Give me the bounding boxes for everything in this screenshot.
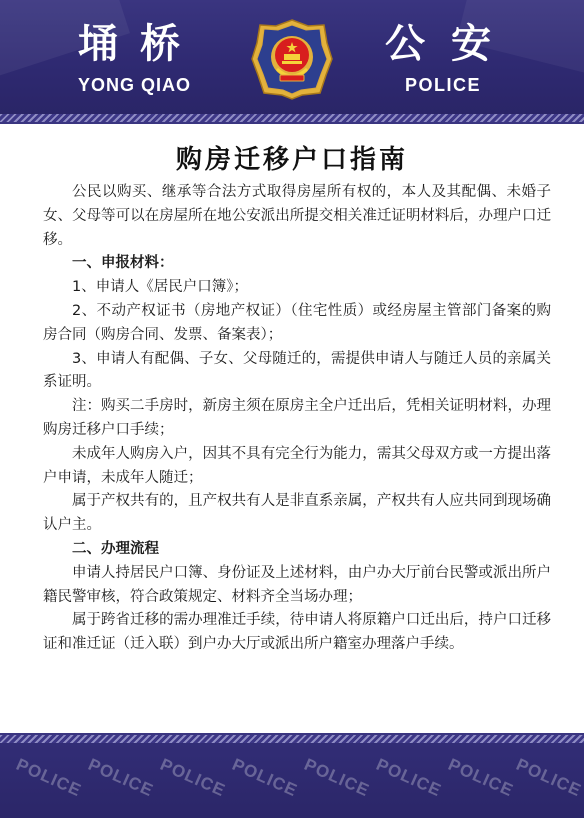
page-title: 购房迁移户口指南: [175, 145, 408, 175]
material-item: 1、申请人《居民户口簿》；: [72, 279, 248, 296]
footer-watermark: POLICE: [13, 754, 85, 801]
process-paragraph: 属于跨省迁移的需办理准迁手续，待申请人将原籍户口迁出后，持户口迁移证和准迁证（迁入联）到户办大厅或派出所户籍室办理落户手续。: [43, 612, 551, 653]
material-item: 2、不动产权证书（房地产权证）（住宅性质）或经房屋主管部门备案的购房合同（购房合同、发票、备案表）；: [43, 302, 551, 343]
brand-left-chinese: 埇桥: [78, 21, 202, 67]
brand-left-english: YONG QIAO: [78, 75, 192, 95]
process-paragraph: 申请人持居民户口簿、身份证及上述材料，由户办大厅前台民警或派出所户籍民警审核，符合政策规定、材料齐全当场办理；: [43, 564, 551, 605]
footer-watermark: POLICE: [157, 754, 229, 801]
footer-watermark: POLICE: [229, 754, 301, 801]
header-banner: [0, 0, 584, 114]
footer-watermark: POLICE: [301, 754, 373, 801]
footer-band: [0, 743, 584, 818]
material-item: 3、申请人有配偶、子女、父母随迁的，需提供申请人与随迁人员的亲属关系证明。: [43, 350, 551, 391]
header-underline: [0, 122, 584, 124]
footer-watermark: POLICE: [85, 754, 157, 801]
brand-right-chinese: 公安: [385, 21, 517, 67]
footer-watermark: POLICE: [513, 754, 584, 801]
footer-watermark: POLICE: [445, 754, 517, 801]
footer-watermark: POLICE: [373, 754, 445, 801]
brand-right-english: POLICE: [405, 75, 482, 95]
footer-stripe-divider: [0, 735, 584, 743]
note-paragraph: 未成年人购房入户，因其不具有完全行为能力，需其父母双方或一方提出落户申请，未成年人随迁；: [43, 445, 551, 486]
section-heading-process: 二、办理流程: [72, 540, 159, 557]
police-emblem-icon: [250, 17, 334, 101]
guide-body: [43, 181, 551, 657]
header-stripe-divider: [0, 114, 584, 122]
note-paragraph: 注：购买二手房时，新房主须在原房主全户迁出后，凭相关证明材料，办理购房迁移户口手续；: [43, 398, 551, 438]
section-heading-materials: 一、申报材料：: [72, 255, 174, 272]
intro-paragraph: 公民以购买、继承等合法方式取得房屋所有权的，本人及其配偶、未婚子女、父母等可以在房屋所在地公安派出所提交相关准迁证明材料后，办理户口迁移。: [43, 184, 551, 248]
note-paragraph: 属于产权共有的，且产权共有人是非直系亲属，产权共有人应共同到现场确认户主。: [43, 493, 551, 534]
